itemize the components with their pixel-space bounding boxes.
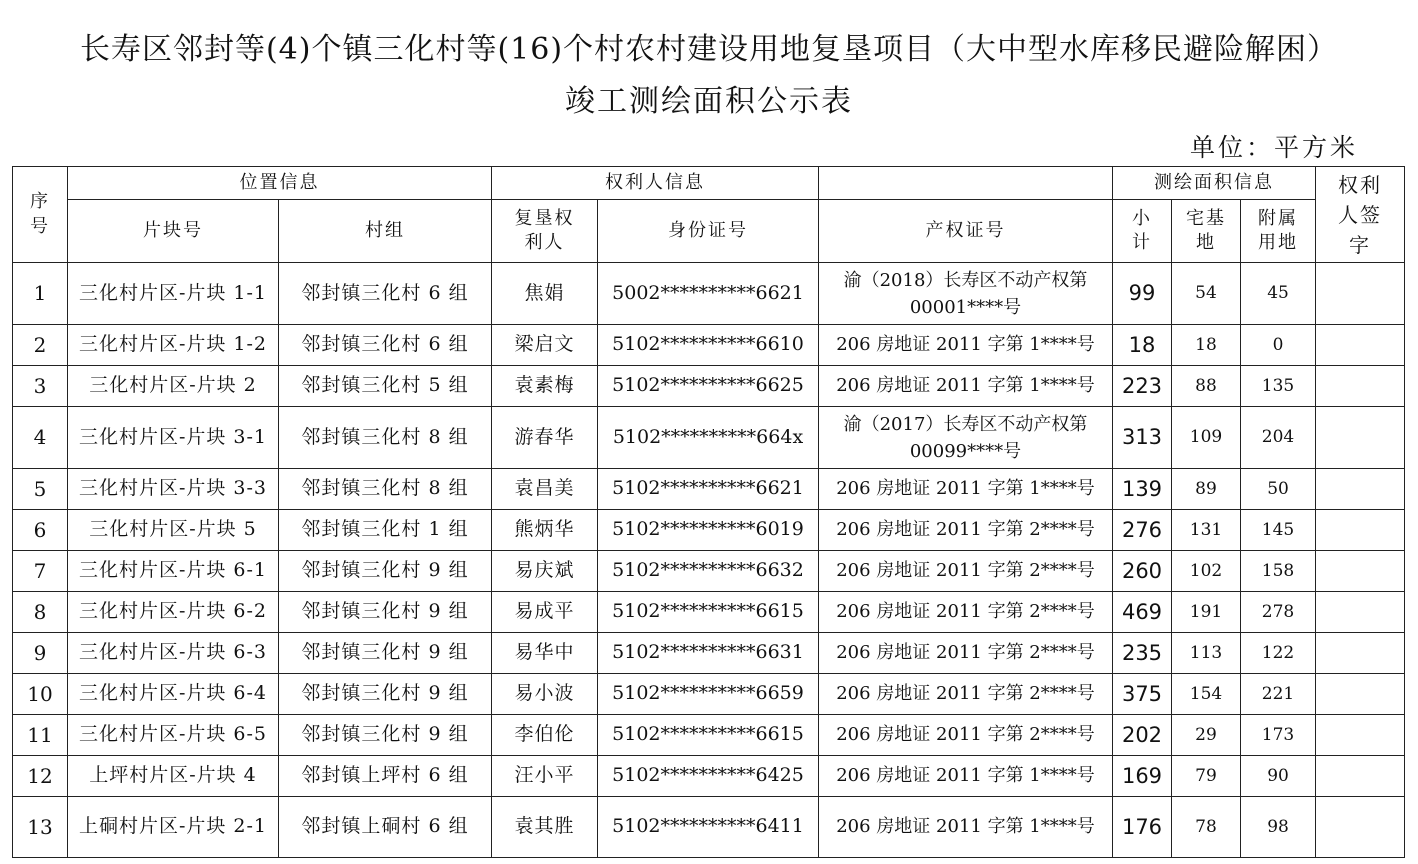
cell-signature	[1316, 592, 1405, 633]
cell-village-group: 邻封镇三化村 9 组	[279, 551, 492, 592]
cell-subtotal: 375	[1113, 674, 1172, 715]
table-row	[13, 469, 1405, 510]
cell-id-number: 5102**********6621	[598, 469, 819, 510]
cell-seq: 12	[13, 756, 68, 797]
cell-village-group: 邻封镇三化村 6 组	[279, 263, 492, 325]
cell-homestead: 18	[1172, 325, 1241, 366]
cell-signature	[1316, 510, 1405, 551]
cell-block: 三化村片区-片块 5	[68, 510, 279, 551]
cell-homestead: 79	[1172, 756, 1241, 797]
cell-signature	[1316, 407, 1405, 469]
cell-owner: 袁其胜	[492, 797, 598, 858]
cell-owner: 焦娟	[492, 263, 598, 325]
header-id-number: 身份证号	[598, 200, 819, 263]
cell-owner: 李伯伦	[492, 715, 598, 756]
cell-block: 三化村片区-片块 6-2	[68, 592, 279, 633]
table-row	[13, 715, 1405, 756]
header-block: 片块号	[68, 200, 279, 263]
table-row	[13, 325, 1405, 366]
cell-seq: 5	[13, 469, 68, 510]
cell-homestead: 88	[1172, 366, 1241, 407]
cell-signature	[1316, 674, 1405, 715]
cell-owner: 易庆斌	[492, 551, 598, 592]
cell-attached: 135	[1241, 366, 1316, 407]
cell-block: 上硐村片区-片块 2-1	[68, 797, 279, 858]
cell-homestead: 191	[1172, 592, 1241, 633]
cell-block: 上坪村片区-片块 4	[68, 756, 279, 797]
cell-id-number: 5102**********6632	[598, 551, 819, 592]
table-row	[13, 366, 1405, 407]
cell-attached: 221	[1241, 674, 1316, 715]
cell-homestead: 89	[1172, 469, 1241, 510]
header-blank	[819, 167, 1113, 200]
table-row	[13, 633, 1405, 674]
cell-id-number: 5102**********6625	[598, 366, 819, 407]
cell-id-number: 5102**********6659	[598, 674, 819, 715]
cell-owner: 易华中	[492, 633, 598, 674]
cell-subtotal: 202	[1113, 715, 1172, 756]
cell-signature	[1316, 551, 1405, 592]
cell-attached: 204	[1241, 407, 1316, 469]
cell-seq: 8	[13, 592, 68, 633]
cell-id-number: 5102**********6411	[598, 797, 819, 858]
cell-block: 三化村片区-片块 2	[68, 366, 279, 407]
cell-homestead: 131	[1172, 510, 1241, 551]
header-cert: 产权证号	[819, 200, 1113, 263]
cell-owner: 袁昌美	[492, 469, 598, 510]
cell-owner: 汪小平	[492, 756, 598, 797]
cell-cert: 206 房地证 2011 字第 2****号	[819, 510, 1113, 551]
cell-attached: 158	[1241, 551, 1316, 592]
cell-attached: 278	[1241, 592, 1316, 633]
cell-seq: 4	[13, 407, 68, 469]
cell-id-number: 5102**********664x	[598, 407, 819, 469]
cell-cert: 206 房地证 2011 字第 1****号	[819, 469, 1113, 510]
cell-seq: 11	[13, 715, 68, 756]
cell-subtotal: 99	[1113, 263, 1172, 325]
cell-signature	[1316, 325, 1405, 366]
cell-subtotal: 139	[1113, 469, 1172, 510]
cell-homestead: 113	[1172, 633, 1241, 674]
cell-village-group: 邻封镇三化村 9 组	[279, 592, 492, 633]
cell-owner: 易小波	[492, 674, 598, 715]
cell-cert: 206 房地证 2011 字第 2****号	[819, 551, 1113, 592]
cell-block: 三化村片区-片块 6-5	[68, 715, 279, 756]
cell-attached: 90	[1241, 756, 1316, 797]
cell-id-number: 5102**********6615	[598, 592, 819, 633]
cell-subtotal: 469	[1113, 592, 1172, 633]
cell-subtotal: 235	[1113, 633, 1172, 674]
cell-seq: 10	[13, 674, 68, 715]
cell-signature	[1316, 797, 1405, 858]
cell-block: 三化村片区-片块 3-3	[68, 469, 279, 510]
cell-block: 三化村片区-片块 3-1	[68, 407, 279, 469]
area-table	[12, 166, 1405, 858]
table-row	[13, 756, 1405, 797]
cell-cert: 206 房地证 2011 字第 1****号	[819, 366, 1113, 407]
cell-owner: 游春华	[492, 407, 598, 469]
cell-cert: 206 房地证 2011 字第 2****号	[819, 592, 1113, 633]
cell-cert: 206 房地证 2011 字第 2****号	[819, 633, 1113, 674]
cell-village-group: 邻封镇上硐村 6 组	[279, 797, 492, 858]
cell-attached: 45	[1241, 263, 1316, 325]
cell-signature	[1316, 715, 1405, 756]
cell-owner: 易成平	[492, 592, 598, 633]
header-owner-group: 权利人信息	[492, 167, 819, 200]
cell-seq: 9	[13, 633, 68, 674]
cell-homestead: 154	[1172, 674, 1241, 715]
cell-owner: 梁启文	[492, 325, 598, 366]
document-title: 长寿区邻封等(4)个镇三化村等(16)个村农村建设用地复垦项目（大中型水库移民避险解困）	[79, 32, 1339, 67]
header-homestead: 宅基地	[1172, 200, 1241, 263]
document-subtitle: 竣工测绘面积公示表	[565, 84, 853, 119]
cell-subtotal: 260	[1113, 551, 1172, 592]
header-village-group: 村组	[279, 200, 492, 263]
cell-seq: 13	[13, 797, 68, 858]
table-row	[13, 407, 1405, 469]
table-row	[13, 551, 1405, 592]
cell-subtotal: 313	[1113, 407, 1172, 469]
cell-cert: 渝（2018）长寿区不动产权第00001****号	[819, 263, 1113, 325]
cell-id-number: 5102**********6425	[598, 756, 819, 797]
table-row	[13, 510, 1405, 551]
cell-block: 三化村片区-片块 6-3	[68, 633, 279, 674]
cell-seq: 2	[13, 325, 68, 366]
cell-owner: 熊炳华	[492, 510, 598, 551]
table-body	[13, 263, 1405, 858]
cell-village-group: 邻封镇三化村 9 组	[279, 633, 492, 674]
cell-block: 三化村片区-片块 1-2	[68, 325, 279, 366]
cell-village-group: 邻封镇三化村 9 组	[279, 674, 492, 715]
table-row	[13, 797, 1405, 858]
header-location-group: 位置信息	[68, 167, 492, 200]
cell-cert: 206 房地证 2011 字第 1****号	[819, 797, 1113, 858]
table-header	[13, 167, 1405, 263]
unit-label: 单位：平方米	[1190, 133, 1359, 162]
cell-subtotal: 169	[1113, 756, 1172, 797]
cell-signature	[1316, 263, 1405, 325]
cell-attached: 98	[1241, 797, 1316, 858]
cell-attached: 0	[1241, 325, 1316, 366]
cell-signature	[1316, 469, 1405, 510]
cell-subtotal: 223	[1113, 366, 1172, 407]
cell-owner: 袁素梅	[492, 366, 598, 407]
header-area-group: 测绘面积信息	[1113, 167, 1316, 200]
cell-block: 三化村片区-片块 6-4	[68, 674, 279, 715]
cell-seq: 6	[13, 510, 68, 551]
header-subtotal: 小计	[1113, 200, 1172, 263]
cell-attached: 145	[1241, 510, 1316, 551]
cell-signature	[1316, 633, 1405, 674]
cell-cert: 206 房地证 2011 字第 2****号	[819, 674, 1113, 715]
cell-block: 三化村片区-片块 6-1	[68, 551, 279, 592]
cell-village-group: 邻封镇三化村 9 组	[279, 715, 492, 756]
cell-homestead: 29	[1172, 715, 1241, 756]
cell-id-number: 5002**********6621	[598, 263, 819, 325]
cell-homestead: 109	[1172, 407, 1241, 469]
cell-seq: 1	[13, 263, 68, 325]
cell-homestead: 78	[1172, 797, 1241, 858]
table-row	[13, 674, 1405, 715]
cell-id-number: 5102**********6019	[598, 510, 819, 551]
table-row	[13, 592, 1405, 633]
cell-village-group: 邻封镇三化村 8 组	[279, 407, 492, 469]
cell-attached: 173	[1241, 715, 1316, 756]
cell-cert: 206 房地证 2011 字第 1****号	[819, 325, 1113, 366]
cell-seq: 3	[13, 366, 68, 407]
cell-subtotal: 18	[1113, 325, 1172, 366]
header-attached: 附属用地	[1241, 200, 1316, 263]
cell-id-number: 5102**********6631	[598, 633, 819, 674]
cell-seq: 7	[13, 551, 68, 592]
cell-id-number: 5102**********6610	[598, 325, 819, 366]
table-row	[13, 263, 1405, 325]
cell-id-number: 5102**********6615	[598, 715, 819, 756]
cell-attached: 50	[1241, 469, 1316, 510]
cell-village-group: 邻封镇三化村 5 组	[279, 366, 492, 407]
cell-signature	[1316, 366, 1405, 407]
cell-attached: 122	[1241, 633, 1316, 674]
cell-subtotal: 176	[1113, 797, 1172, 858]
header-signature: 权利人签字	[1316, 167, 1405, 263]
cell-block: 三化村片区-片块 1-1	[68, 263, 279, 325]
cell-cert: 渝（2017）长寿区不动产权第00099****号	[819, 407, 1113, 469]
cell-village-group: 邻封镇三化村 8 组	[279, 469, 492, 510]
cell-village-group: 邻封镇三化村 6 组	[279, 325, 492, 366]
header-owner: 复垦权利人	[492, 200, 598, 263]
cell-homestead: 102	[1172, 551, 1241, 592]
cell-cert: 206 房地证 2011 字第 1****号	[819, 756, 1113, 797]
cell-subtotal: 276	[1113, 510, 1172, 551]
cell-signature	[1316, 756, 1405, 797]
cell-village-group: 邻封镇上坪村 6 组	[279, 756, 492, 797]
cell-village-group: 邻封镇三化村 1 组	[279, 510, 492, 551]
cell-cert: 206 房地证 2011 字第 2****号	[819, 715, 1113, 756]
header-seq: 序号	[13, 167, 68, 263]
cell-homestead: 54	[1172, 263, 1241, 325]
